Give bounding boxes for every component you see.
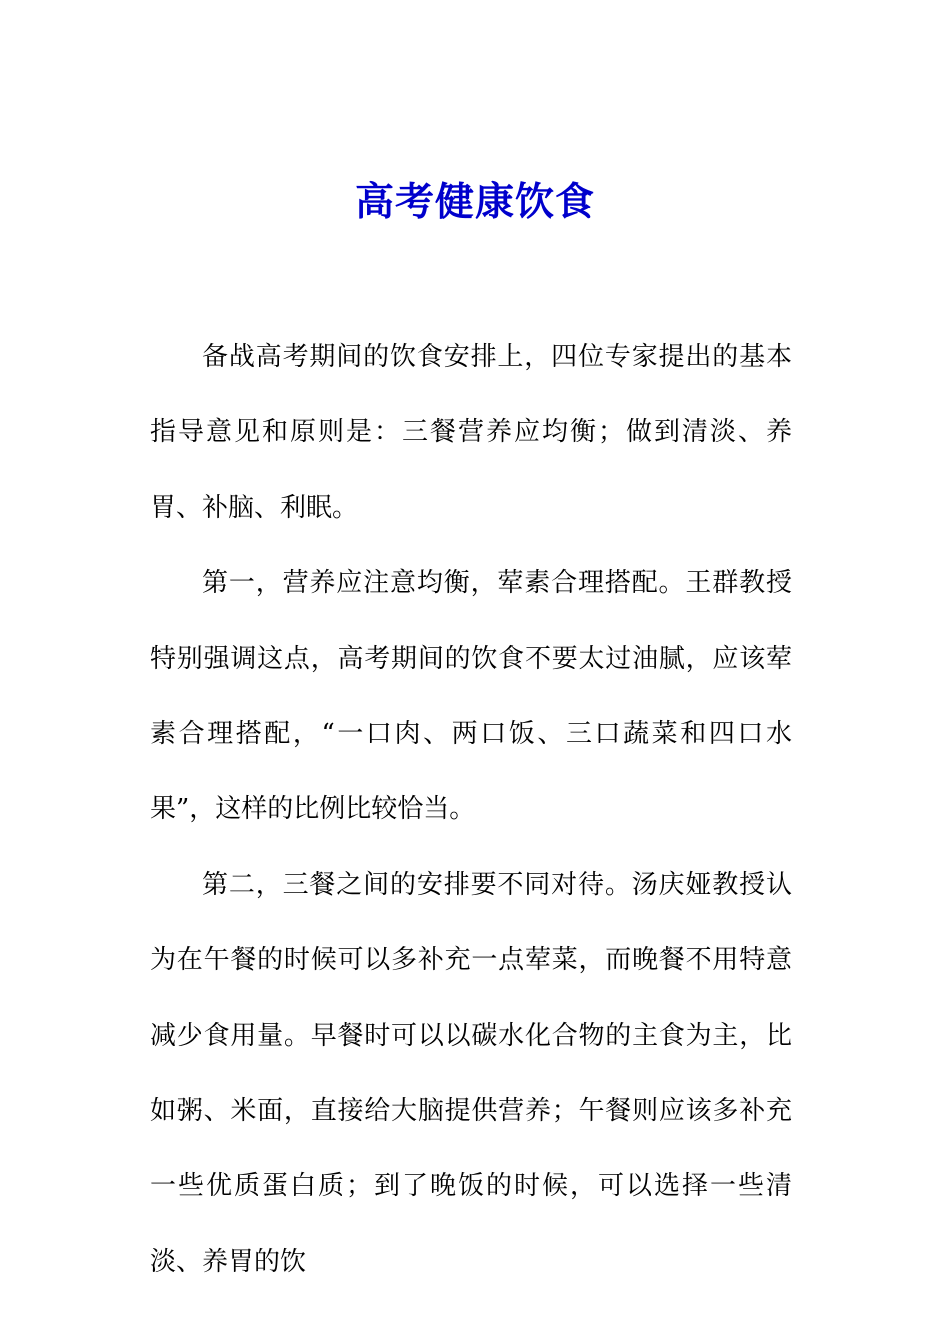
paragraph-first-point: 第一，营养应注意均衡，荤素合理搭配。王群教授特别强调这点，高考期间的饮食不要太过油腻，应该荤素合理搭配，“一口肉、两口饭、三口蔬菜和四口水果”，这样的比例比较恰当。	[150, 568, 792, 825]
paragraph-intro: 备战高考期间的饮食安排上，四位专家提出的基本指导意见和原则是：三餐营养应均衡；做到清淡、养胃、补脑、利眠。	[150, 342, 792, 523]
paragraph-second-point: 第二，三餐之间的安排要不同对待。汤庆娅教授认为在午餐的时候可以多补充一点荤菜，而晚餐不用特意减少食用量。早餐时可以以碳水化合物的主食为主，比如粥、米面，直接给大脑提供营养；午餐则应该多补充一些优质蛋白质；到了晚饭的时候，可以选择一些清淡、养胃的饮	[150, 869, 792, 1277]
document-body	[150, 320, 792, 1300]
document-title: 高考健康饮食	[354, 179, 595, 225]
